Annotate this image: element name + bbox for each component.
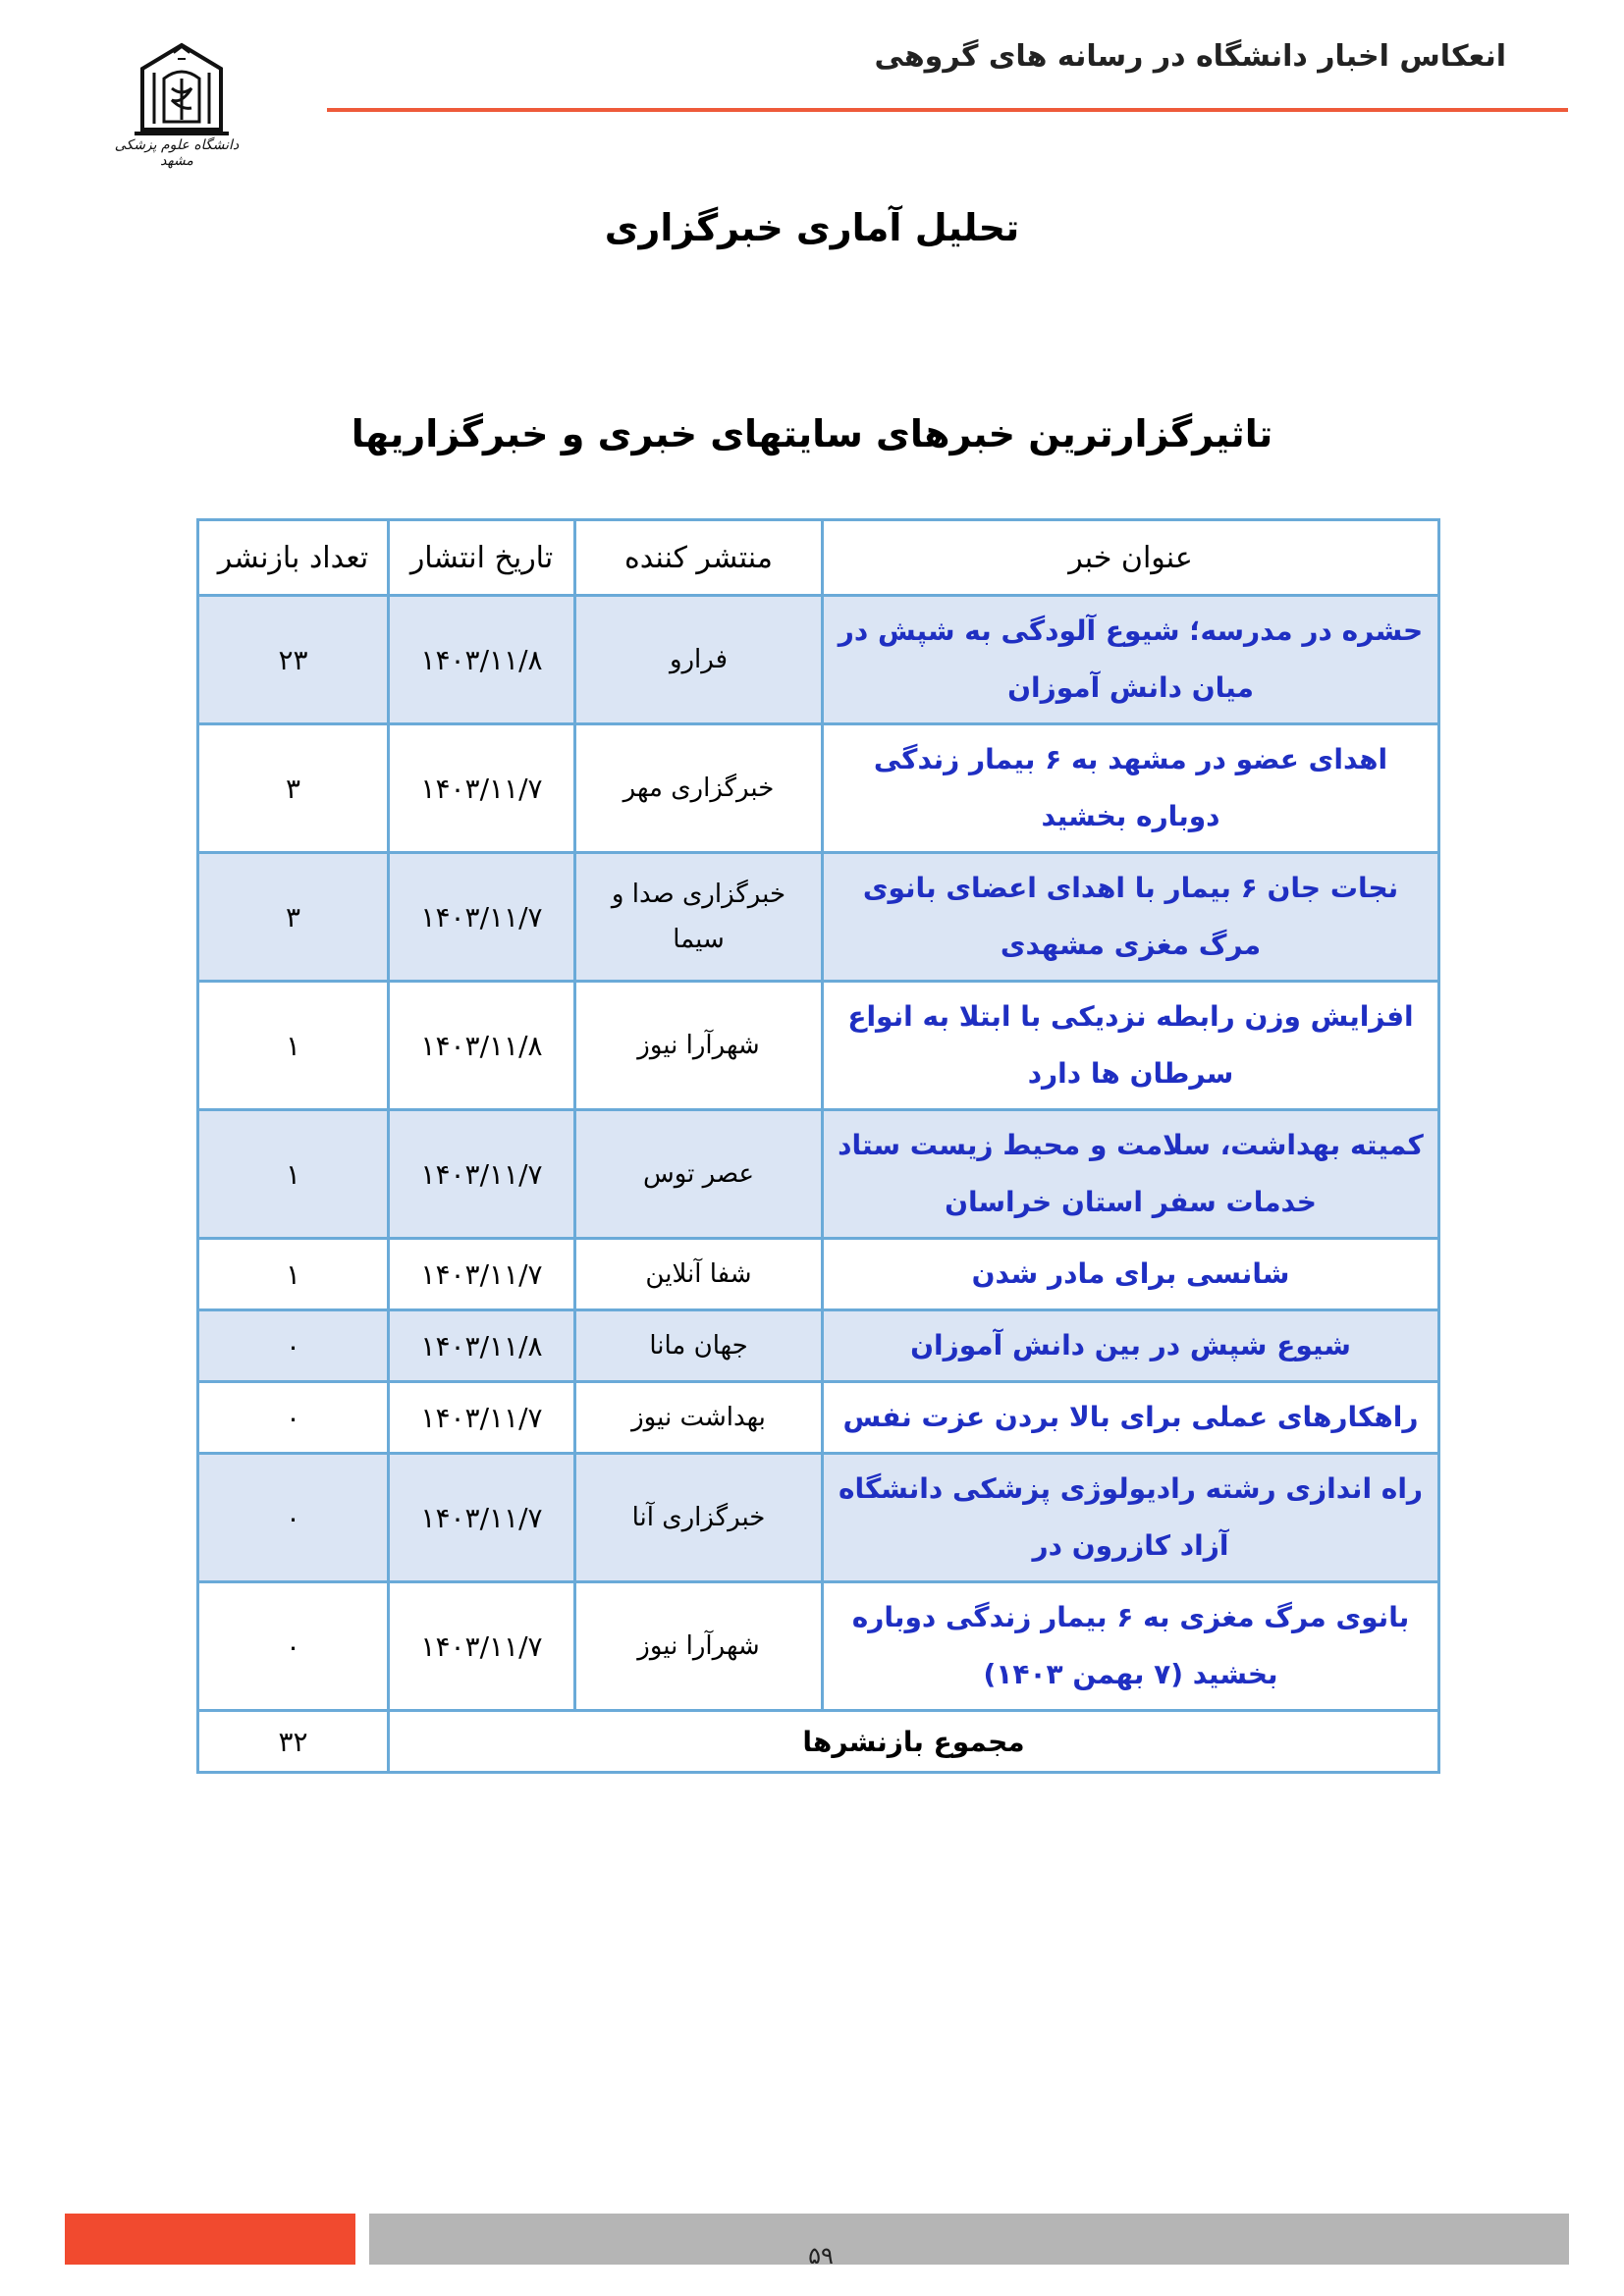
table-row bbox=[198, 853, 1439, 982]
news-publisher: شهرآرا نیوز bbox=[575, 982, 823, 1110]
news-reposts: ۳ bbox=[198, 724, 389, 853]
logo-caption: دانشگاه علوم پزشکی مشهد bbox=[114, 137, 240, 169]
table-row bbox=[198, 1454, 1439, 1582]
table-row bbox=[198, 1110, 1439, 1239]
news-title[interactable]: نجات جان ۶ بیمار با اهدای اعضای بانوی مرگ مغزی مشهدی bbox=[823, 853, 1439, 982]
section-title: تاثیرگزارترین خبرهای سایتهای خبری و خبرگزاریها bbox=[351, 412, 1273, 455]
news-title[interactable]: افزایش وزن رابطه نزدیکی با ابتلا به انواع سرطان ها دارد bbox=[823, 982, 1439, 1110]
news-reposts: ۰ bbox=[198, 1382, 389, 1454]
news-publisher: خبرگزاری آنا bbox=[575, 1454, 823, 1582]
page-number: ۵۹ bbox=[808, 2242, 834, 2269]
news-table bbox=[196, 518, 1440, 1774]
table-header-row bbox=[198, 520, 1439, 596]
news-reposts: ۳ bbox=[198, 853, 389, 982]
table-row bbox=[198, 596, 1439, 724]
table-row bbox=[198, 1239, 1439, 1310]
news-title[interactable]: شانسی برای مادر شدن bbox=[823, 1239, 1439, 1310]
column-header-publisher: منتشر کننده bbox=[575, 520, 823, 596]
news-publisher: خبرگزاری مهر bbox=[575, 724, 823, 853]
news-date: ۱۴۰۳/۱۱/۷ bbox=[389, 1454, 575, 1582]
column-header-date: تاریخ انتشار bbox=[389, 520, 575, 596]
news-title[interactable]: راهکارهای عملی برای بالا بردن عزت نفس bbox=[823, 1382, 1439, 1454]
news-date: ۱۴۰۳/۱۱/۸ bbox=[389, 1310, 575, 1382]
news-publisher: خبرگزاری صدا و سیما bbox=[575, 853, 823, 982]
news-date: ۱۴۰۳/۱۱/۷ bbox=[389, 1382, 575, 1454]
news-publisher: شفا آنلاین bbox=[575, 1239, 823, 1310]
news-reposts: ۱ bbox=[198, 1239, 389, 1310]
column-header-title: عنوان خبر bbox=[823, 520, 1439, 596]
news-title[interactable]: حشره در مدرسه؛ شیوع آلودگی به شپش در میان دانش آموزان bbox=[823, 596, 1439, 724]
news-title[interactable]: شیوع شپش در بین دانش آموزان bbox=[823, 1310, 1439, 1382]
news-reposts: ۱ bbox=[198, 982, 389, 1110]
table-row bbox=[198, 724, 1439, 853]
news-publisher: شهرآرا نیوز bbox=[575, 1582, 823, 1711]
table-row bbox=[198, 1382, 1439, 1454]
news-title[interactable]: راه اندازی رشته رادیولوژی پزشکی دانشگاه آزاد کازرون در bbox=[823, 1454, 1439, 1582]
news-publisher: جهان مانا bbox=[575, 1310, 823, 1382]
news-publisher: عصر توس bbox=[575, 1110, 823, 1239]
header-title: انعکاس اخبار دانشگاه در رسانه های گروهی bbox=[874, 39, 1506, 74]
news-reposts: ۰ bbox=[198, 1582, 389, 1711]
table-row bbox=[198, 1582, 1439, 1711]
news-publisher: بهداشت نیوز bbox=[575, 1382, 823, 1454]
column-header-reposts: تعداد بازنشر bbox=[198, 520, 389, 596]
news-title[interactable]: بانوی مرگ مغزی به ۶ بیمار زندگی دوباره بخشید (۷ بهمن ۱۴۰۳) bbox=[823, 1582, 1439, 1711]
total-row bbox=[198, 1711, 1439, 1773]
news-reposts: ۲۳ bbox=[198, 596, 389, 724]
news-date: ۱۴۰۳/۱۱/۸ bbox=[389, 982, 575, 1110]
table-row bbox=[198, 1310, 1439, 1382]
page-title: تحلیل آماری خبرگزاری bbox=[604, 206, 1020, 249]
university-emblem-icon bbox=[113, 39, 250, 147]
footer-accent-bar bbox=[65, 2214, 355, 2265]
header-divider bbox=[327, 108, 1568, 112]
news-date: ۱۴۰۳/۱۱/۷ bbox=[389, 1582, 575, 1711]
news-reposts: ۱ bbox=[198, 1110, 389, 1239]
news-date: ۱۴۰۳/۱۱/۷ bbox=[389, 1239, 575, 1310]
news-date: ۱۴۰۳/۱۱/۷ bbox=[389, 724, 575, 853]
news-reposts: ۰ bbox=[198, 1454, 389, 1582]
news-publisher: فرارو bbox=[575, 596, 823, 724]
table-row bbox=[198, 982, 1439, 1110]
news-date: ۱۴۰۳/۱۱/۷ bbox=[389, 853, 575, 982]
total-value: ۳۲ bbox=[198, 1711, 389, 1773]
news-date: ۱۴۰۳/۱۱/۷ bbox=[389, 1110, 575, 1239]
news-date: ۱۴۰۳/۱۱/۸ bbox=[389, 596, 575, 724]
news-title[interactable]: کمیته بهداشت، سلامت و محیط زیست ستاد خدمات سفر استان خراسان bbox=[823, 1110, 1439, 1239]
news-title[interactable]: اهدای عضو در مشهد به ۶ بیمار زندگی دوباره بخشید bbox=[823, 724, 1439, 853]
news-reposts: ۰ bbox=[198, 1310, 389, 1382]
total-label: مجموع بازنشرها bbox=[389, 1711, 1439, 1773]
